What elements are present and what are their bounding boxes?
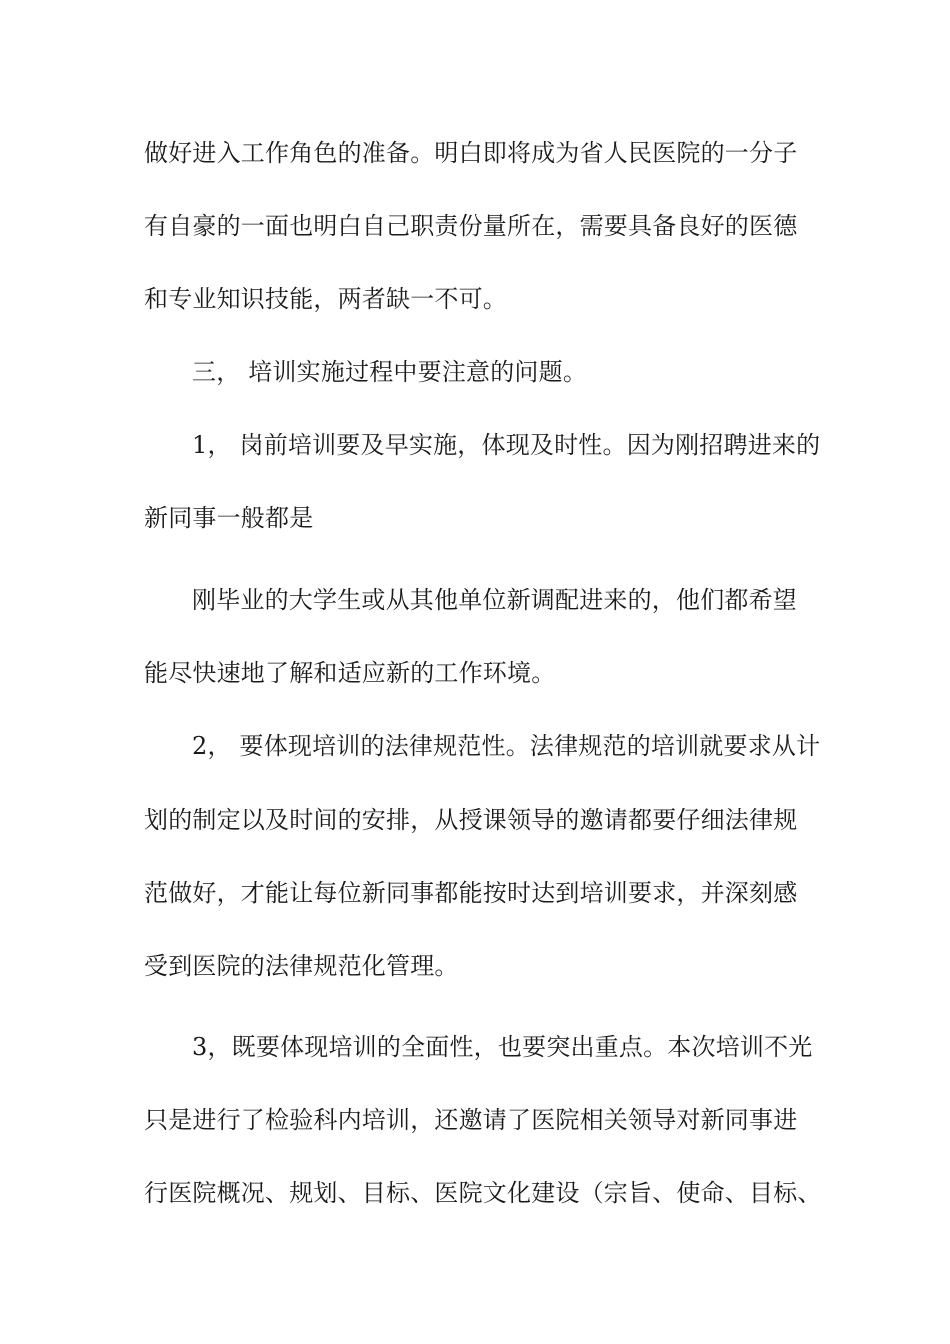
paragraph-line: 行医院概况、规划、目标、医院文化建设（宗旨、使命、目标、 xyxy=(144,1179,822,1207)
paragraph-line: 受到医院的法律规范化管理。 xyxy=(144,952,459,980)
section-heading: 三， 培训实施过程中要注意的问题。 xyxy=(192,358,588,386)
paragraph-line: 1， 岗前培训要及早实施，体现及时性。因为刚招聘进来的 xyxy=(192,431,821,459)
paragraph-line: 做好进入工作角色的准备。明白即将成为省人民医院的一分子 xyxy=(144,139,798,167)
paragraph-line: 范做好，才能让每位新同事都能按时达到培训要求，并深刻感 xyxy=(144,879,798,907)
paragraph-line: 划的制定以及时间的安排，从授课领导的邀请都要仔细法律规 xyxy=(144,806,798,834)
paragraph-line: 3，既要体现培训的全面性，也要突出重点。本次培训不光 xyxy=(192,1033,813,1061)
paragraph-line: 和专业知识技能，两者缺一不可。 xyxy=(144,285,507,313)
paragraph-line: 只是进行了检验科内培训，还邀请了医院相关领导对新同事进 xyxy=(144,1106,798,1134)
paragraph-line: 刚毕业的大学生或从其他单位新调配进来的，他们都希望 xyxy=(192,586,797,614)
paragraph-line: 有自豪的一面也明白自己职责份量所在，需要具备良好的医德 xyxy=(144,212,798,240)
paragraph-line: 2， 要体现培训的法律规范性。法律规范的培训就要求从计 xyxy=(192,732,821,760)
paragraph-line: 能尽快速地了解和适应新的工作环境。 xyxy=(144,659,556,687)
paragraph-line: 新同事一般都是 xyxy=(144,504,314,532)
